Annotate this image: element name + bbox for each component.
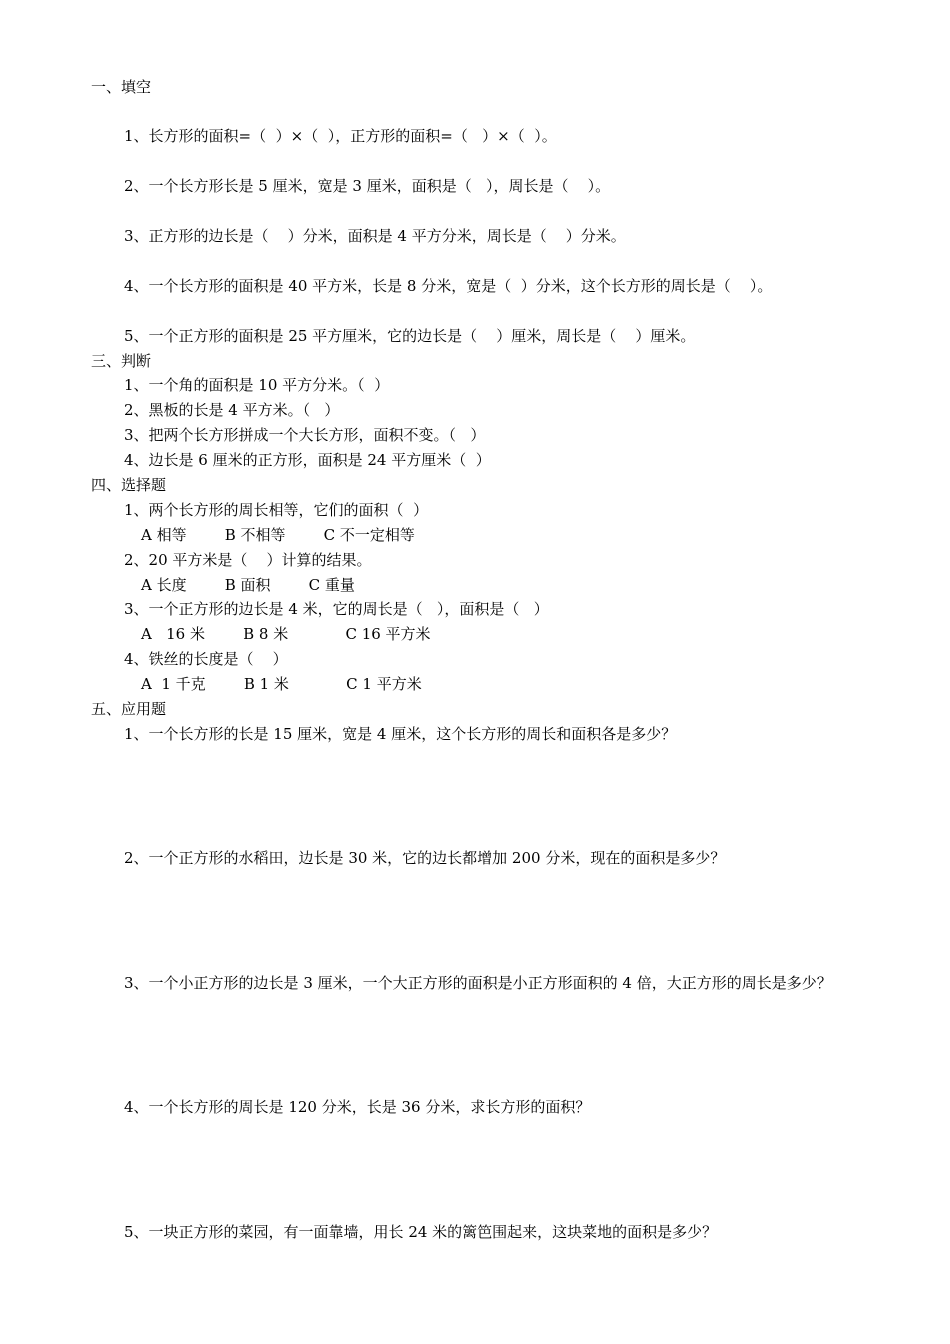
word-problem-2: 2、一个正方形的水稻田，边长是 30 米，它的边长都增加 200 分米，现在的面积是多少？ (124, 849, 726, 867)
word-problem-1: 1、一个长方形的长是 15 厘米，宽是 4 厘米，这个长方形的周长和面积各是多少？ (124, 725, 677, 743)
choice-question-3-options: A 16 米 B 8 米 C 16 平方米 (141, 625, 431, 643)
fill-blank-question-5: 5、一个正方形的面积是 25 平方厘米，它的边长是（ ）厘米，周长是（ ）厘米。 (124, 327, 696, 345)
word-problem-3: 3、一个小正方形的边长是 3 厘米，一个大正方形的面积是小正方形面积的 4 倍，大正方形的周长是多少？ (124, 974, 832, 992)
judge-question-4: 4、边长是 6 厘米的正方形，面积是 24 平方厘米（ ） (124, 451, 491, 469)
fill-blank-question-1: 1、长方形的面积=（ ）×（ ），正方形的面积=（ ）×（ ）。 (124, 127, 557, 145)
choice-question-3: 3、一个正方形的边长是 4 米，它的周长是（ ），面积是（ ） (124, 600, 549, 618)
fill-blank-question-2: 2、一个长方形长是 5 厘米，宽是 3 厘米，面积是（ ），周长是（ ）。 (124, 177, 611, 195)
choice-question-1-options: A 相等 B 不相等 C 不一定相等 (141, 526, 415, 544)
choice-question-4: 4、铁丝的长度是（ ） (124, 650, 288, 668)
section-3-title: 三、判断 (91, 352, 152, 370)
judge-question-3: 3、把两个长方形拼成一个大长方形，面积不变。（ ） (124, 426, 486, 444)
fill-blank-question-3: 3、正方形的边长是（ ）分米，面积是 4 平方分米，周长是（ ）分米。 (124, 227, 626, 245)
section-1-title: 一、填空 (91, 78, 152, 96)
word-problem-4: 4、一个长方形的周长是 120 分米，长是 36 分米，求长方形的面积？ (124, 1098, 591, 1116)
judge-question-2: 2、黑板的长是 4 平方米。（ ） (124, 401, 340, 419)
choice-question-4-options: A 1 千克 B 1 米 C 1 平方米 (141, 675, 422, 693)
choice-question-2-options: A 长度 B 面积 C 重量 (141, 576, 355, 594)
choice-question-1: 1、两个长方形的周长相等，它们的面积（ ） (124, 501, 429, 519)
section-4-title: 四、选择题 (91, 476, 167, 494)
judge-question-1: 1、一个角的面积是 10 平方分米。（ ） (124, 376, 390, 394)
fill-blank-question-4: 4、一个长方形的面积是 40 平方米，长是 8 分米，宽是（ ）分米，这个长方形的周长是（ ）。 (124, 277, 773, 295)
word-problem-5: 5、一块正方形的菜园，有一面靠墙，用长 24 米的篱笆围起来，这块菜地的面积是多少？ (124, 1223, 718, 1241)
section-5-title: 五、应用题 (91, 700, 167, 718)
choice-question-2: 2、20 平方米是（ ）计算的结果。 (124, 551, 372, 569)
